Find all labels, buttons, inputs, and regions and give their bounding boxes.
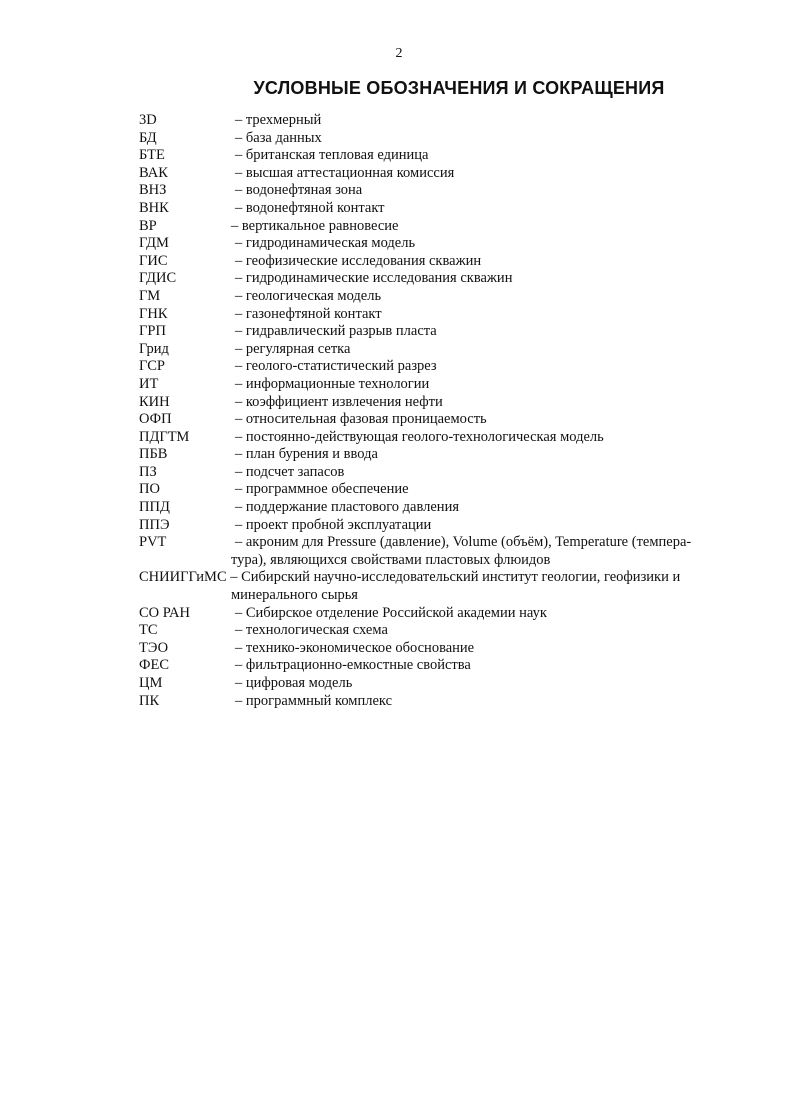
abbreviation-term: ВНЗ <box>139 182 167 199</box>
abbreviation-definition: – фильтрационно-емкостные свойства <box>235 657 471 674</box>
abbreviation-definition: – цифровая модель <box>235 675 353 691</box>
abbreviation-definition: – относительная фазовая проницаемость <box>235 411 487 428</box>
abbreviation-row <box>139 235 754 253</box>
abbreviation-term: ВАК <box>139 164 168 181</box>
abbreviation-term: ГДМ <box>139 235 169 252</box>
abbreviation-row <box>139 306 754 324</box>
abbreviation-definition: – проект пробной эксплуатации <box>235 516 432 533</box>
abbreviation-row <box>139 534 754 569</box>
abbreviation-term: ПЗ <box>139 463 157 480</box>
abbreviation-term: ЦМ <box>139 675 163 691</box>
abbreviation-term: Грид <box>139 340 169 357</box>
abbreviation-term: ВР <box>139 217 157 234</box>
abbreviation-definition: – регулярная сетка <box>235 340 351 357</box>
abbreviation-term: ГИС <box>139 252 168 269</box>
abbreviation-definition: – Сибирское отделение Российской академии наук <box>235 604 547 621</box>
abbreviation-definition: – база данных <box>235 129 322 146</box>
abbreviation-row <box>139 130 754 148</box>
abbreviation-row <box>139 464 754 482</box>
abbreviation-row <box>139 200 754 218</box>
abbreviation-definition: – геологическая модель <box>235 287 382 304</box>
abbreviation-definition: – технико-экономическое обоснование <box>235 639 475 656</box>
abbreviation-term: КИН <box>139 393 170 410</box>
abbreviation-definition: – информационные технологии <box>235 375 430 392</box>
abbreviation-term: ПК <box>139 692 160 709</box>
abbreviation-row <box>139 675 754 693</box>
abbreviation-definition: – постоянно-действующая геолого-технологическая модель <box>235 428 604 445</box>
abbreviation-row <box>139 323 754 341</box>
abbreviation-definition: – технологическая схема <box>235 622 388 639</box>
abbreviation-term: ППД <box>139 499 170 516</box>
abbreviation-term: ОФП <box>139 411 172 428</box>
abbreviation-term: БД <box>139 129 157 146</box>
abbreviation-definition: – программное обеспечение <box>235 481 409 498</box>
abbreviation-row <box>139 147 754 165</box>
abbreviation-row <box>139 622 754 640</box>
abbreviation-definition-continuation: минерального сырья <box>231 587 358 604</box>
abbreviation-row <box>139 517 754 535</box>
abbreviation-row <box>139 481 754 499</box>
abbreviation-definition: – акроним для Pressure (давление), Volume (объём), Temperature (темпера- <box>235 534 692 551</box>
abbreviation-row <box>139 376 754 394</box>
abbreviation-term: ГМ <box>139 287 161 304</box>
abbreviation-row <box>139 358 754 376</box>
abbreviation-row <box>139 640 754 658</box>
abbreviation-row <box>139 429 754 447</box>
abbreviation-definition: – коэффициент извлечения нефти <box>235 393 443 410</box>
abbreviation-row <box>139 411 754 429</box>
abbreviation-term: ТС <box>139 622 158 639</box>
abbreviation-definition: – водонефтяной контакт <box>235 199 385 216</box>
abbreviation-definition: – гидродинамические исследования скважин <box>235 270 513 287</box>
abbreviation-definition: – подсчет запасов <box>235 463 345 480</box>
abbreviation-row <box>139 569 754 604</box>
abbreviation-term: БТЕ <box>139 147 165 164</box>
abbreviation-definition: – Сибирский научно-исследовательский институт геологии, геофизики и <box>226 569 681 586</box>
abbreviation-definition: – газонефтяной контакт <box>235 305 382 322</box>
abbreviation-term: ТЭО <box>139 639 169 656</box>
abbreviation-row <box>139 253 754 271</box>
abbreviation-term: ПО <box>139 481 160 498</box>
abbreviation-row <box>139 218 754 236</box>
abbreviation-row <box>139 288 754 306</box>
abbreviation-term: ГРП <box>139 323 166 340</box>
abbreviation-definition: – план бурения и ввода <box>235 446 378 463</box>
abbreviation-row <box>139 693 754 711</box>
abbreviation-term: ГНК <box>139 305 168 322</box>
abbreviation-row <box>139 394 754 412</box>
abbreviation-definition: – геолого-статистический разрез <box>235 358 437 375</box>
abbreviation-list <box>139 112 754 710</box>
abbreviation-term: ППЭ <box>139 516 170 533</box>
abbreviation-definition: – водонефтяная зона <box>235 182 363 199</box>
abbreviation-row <box>139 657 754 675</box>
abbreviation-row <box>139 112 754 130</box>
abbreviation-definition: – геофизические исследования скважин <box>235 252 482 269</box>
abbreviation-term: СНИИГГиМС <box>139 569 227 586</box>
abbreviation-row <box>139 446 754 464</box>
abbreviation-term: ГСР <box>139 358 165 375</box>
abbreviation-row <box>139 165 754 183</box>
abbreviation-definition: – гидравлический разрыв пласта <box>235 323 437 340</box>
abbreviation-term: ИТ <box>139 375 159 392</box>
abbreviation-definition: – вертикальное равновесие <box>231 217 399 234</box>
abbreviation-term: PVT <box>139 534 167 551</box>
abbreviation-term: ГДИС <box>139 270 177 287</box>
abbreviation-row <box>139 270 754 288</box>
abbreviation-definition: – поддержание пластового давления <box>235 499 459 516</box>
abbreviation-definition-continuation: тура), являющихся свойствами пластовых флюидов <box>231 551 551 568</box>
page-number: 2 <box>395 46 403 61</box>
abbreviation-term: 3D <box>139 112 157 128</box>
abbreviation-row <box>139 605 754 623</box>
abbreviation-term: ПДГТМ <box>139 428 190 445</box>
abbreviation-term: СО РАН <box>139 604 190 621</box>
abbreviation-definition: – гидродинамическая модель <box>235 235 416 252</box>
abbreviation-definition: – высшая аттестационная комиссия <box>235 164 455 181</box>
abbreviation-definition: – программный комплекс <box>235 692 393 709</box>
abbreviation-row <box>139 341 754 359</box>
abbreviation-term: ВНК <box>139 199 169 216</box>
abbreviation-definition: – британская тепловая единица <box>235 147 429 164</box>
abbreviation-row <box>139 499 754 517</box>
abbreviation-term: ФЕС <box>139 657 169 674</box>
page-title: УСЛОВНЫЕ ОБОЗНАЧЕНИЯ И СОКРАЩЕНИЯ <box>253 78 665 98</box>
abbreviation-row <box>139 182 754 200</box>
abbreviation-definition: – трехмерный <box>235 112 322 128</box>
abbreviation-term: ПБВ <box>139 446 168 463</box>
